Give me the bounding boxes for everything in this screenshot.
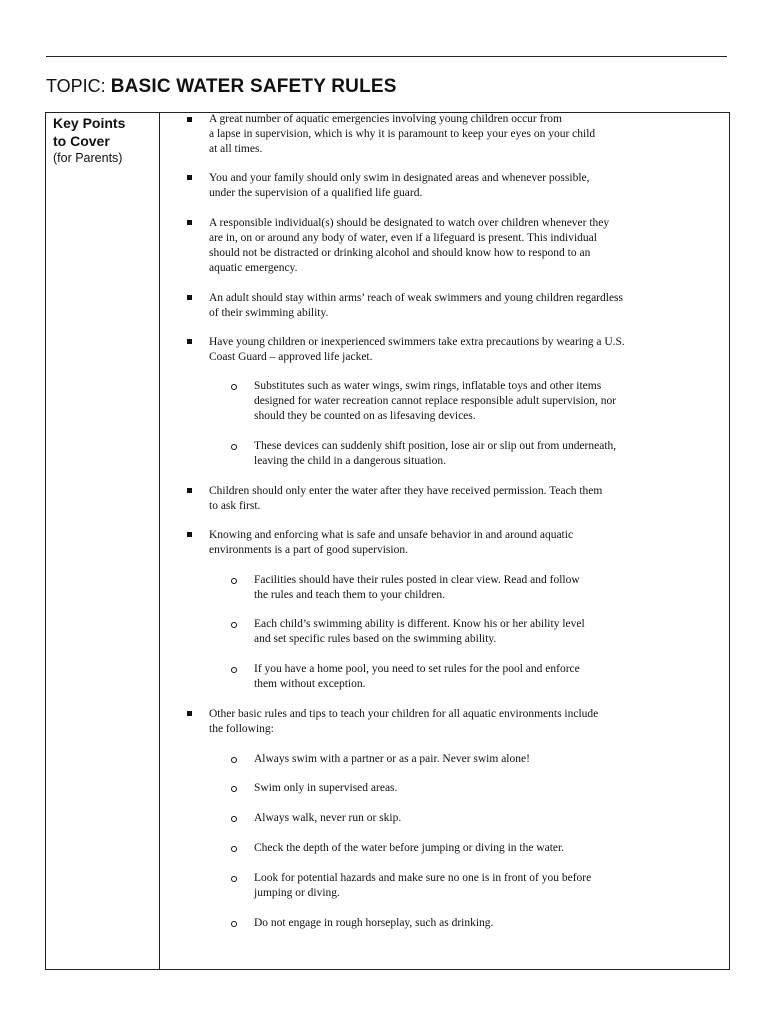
square-bullet-icon: [187, 711, 192, 716]
page-title: [46, 76, 397, 98]
list-item: Have young children or inexperienced swimmers take extra precautions by wearing a U.S. Coast Guard – approved life jacket.: [209, 336, 625, 363]
sub-list-item: Each child’s swimming ability is different. Know his or her ability level and set specific rules based on the swimming ability.: [254, 618, 585, 645]
sub-list-item: Always walk, never run or skip.: [254, 812, 402, 824]
circle-bullet-icon: [231, 921, 237, 927]
square-bullet-icon: [187, 488, 192, 493]
list-item: Knowing and enforcing what is safe and unsafe behavior in and around aquatic environments is a part of good supervision.: [209, 529, 574, 556]
key-points-subtitle: (for Parents): [53, 151, 123, 165]
square-bullet-icon: [187, 295, 192, 300]
sub-list-item: Do not engage in rough horseplay, such as drinking.: [254, 917, 494, 929]
list-item: An adult should stay within arms’ reach of weak swimmers and young children regardless of their swimming ability.: [209, 292, 623, 319]
circle-bullet-icon: [231, 757, 237, 763]
sub-list-item: Check the depth of the water before jumping or diving in the water.: [254, 842, 565, 854]
square-bullet-icon: [187, 175, 192, 180]
topic-prefix: TOPIC:: [46, 76, 111, 96]
circle-bullet-icon: [231, 622, 237, 628]
sub-list-item: Always swim with a partner or as a pair. Never swim alone!: [254, 753, 530, 765]
circle-bullet-icon: [231, 578, 237, 584]
square-bullet-icon: [187, 117, 192, 122]
square-bullet-icon: [187, 220, 192, 225]
column-divider: [159, 113, 160, 969]
key-points-title-line2: to Cover: [53, 133, 110, 149]
circle-bullet-icon: [231, 786, 237, 792]
sub-list-item: If you have a home pool, you need to set rules for the pool and enforce them without exception.: [254, 663, 580, 690]
list-item: A great number of aquatic emergencies involving young children occur from a lapse in supervision, which is why it is paramount to keep your eyes on your child at all times.: [209, 113, 596, 155]
list-item: Children should only enter the water after they have received permission. Teach them to ask first.: [209, 485, 603, 512]
sub-list-item: Substitutes such as water wings, swim rings, inflatable toys and other items designed for water recreation cannot replace responsible adult supervision, nor should they be counted on as lifesaving devices.: [254, 380, 617, 422]
sub-list-item: These devices can suddenly shift position, lose air or slip out from underneath, leaving the child in a dangerous situation.: [254, 440, 617, 467]
left-column: [53, 114, 157, 167]
square-bullet-icon: [187, 532, 192, 537]
topic-title: BASIC WATER SAFETY RULES: [110, 76, 397, 97]
circle-bullet-icon: [231, 444, 237, 450]
list-item: A responsible individual(s) should be designated to watch over children whenever they are in, on or around any body of water, even if a lifeguard is present. This individual should not be distracted or drinking alcohol and should know how to respond to an aquatic emergency.: [209, 217, 610, 274]
circle-bullet-icon: [231, 876, 237, 882]
circle-bullet-icon: [231, 667, 237, 673]
circle-bullet-icon: [231, 384, 237, 390]
square-bullet-icon: [187, 339, 192, 344]
circle-bullet-icon: [231, 846, 237, 852]
list-item: You and your family should only swim in designated areas and whenever possible, under the supervision of a qualified life guard.: [209, 172, 590, 199]
sub-list-item: Swim only in supervised areas.: [254, 782, 398, 794]
top-rule: [46, 56, 727, 57]
list-item: Other basic rules and tips to teach your children for all aquatic environments include the following:: [209, 708, 599, 735]
circle-bullet-icon: [231, 816, 237, 822]
sub-list-item: Facilities should have their rules posted in clear view. Read and follow the rules and teach them to your children.: [254, 574, 580, 601]
sub-list-item: Look for potential hazards and make sure no one is in front of you before jumping or diving.: [254, 872, 592, 899]
key-points-title-line1: Key Points: [53, 115, 126, 131]
